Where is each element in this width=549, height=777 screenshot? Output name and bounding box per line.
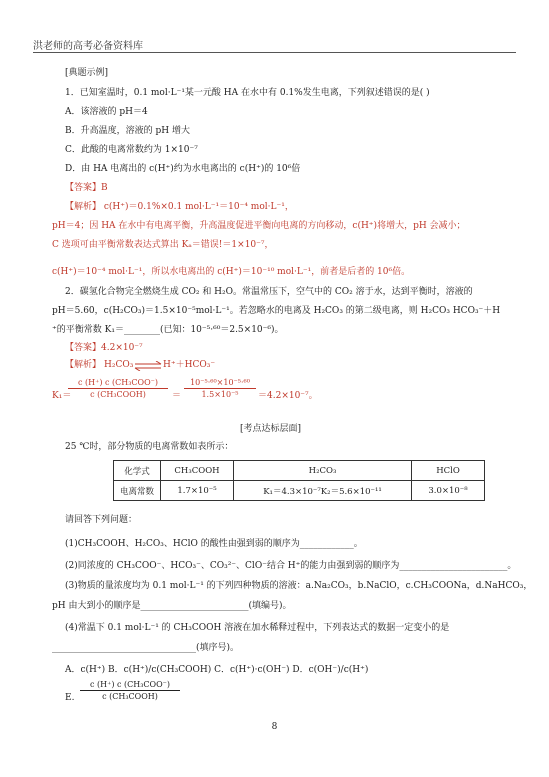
document-page: 洪老师的高考必备资料库 [典题示例] 1．已知室温时，0.1 mol·L⁻¹某一元酸 HA 在水中有 0.1%发生电离，下列叙述错误的是( ) A．该溶液的 pH＝4 B．升高温度，溶液的 pH 增大 C．此酸的电离常数约为 1×10⁻⁷ D．由 HA 电离出的 c(H⁺)约为水电离出的 c(H⁺)的 10⁶倍 【答案】B 【解析】 c(H⁺)＝0.1%×0.1 mol·L⁻¹＝10⁻⁴ mol·L⁻¹， pH＝4；因 HA 在水中有电离平衡，升高温度促进平衡向电离的方向移动，c(H⁺)将增大，pH 会减小； C 选项可由平衡常数表达式算出 Kₐ＝错误!＝1×10⁻⁷， c(H⁺)＝10⁻⁴ mol·L⁻¹，所以水电离出的 c(H⁺)＝10⁻¹⁰ mol·L⁻¹，前者是后者的 10⁶倍。 2．碳氢化合物完全燃烧生成 CO₂ 和 H₂O。常温常压下，空气中的 CO₂ 溶于水，达到平衡时，溶液的 pH＝5.60，c(H₂CO₃)＝1.5×10⁻⁵mol·L⁻¹。若忽略水的电离及 H₂CO₃ 的第二级电离，则 H₂CO₃ HCO₃⁻＋H ⁺的平衡常数 K₁＝________(已知：10⁻⁵·⁶⁰＝2.5×10⁻⁶)。 【答案】4.2×10⁻⁷ 【解析】 H₂CO₃ H⁺＋HCO₃⁻ K₁＝ c (H⁺) c (CH₃COO⁻) c (CH₃COOH) ＝ 10⁻⁵·⁶⁰×10⁻⁵·⁶⁰ 1.5×10⁻⁵ ＝4.2×10⁻⁷。 [考点达标层面] 25 ℃时，部分物质的电离常数如表所示： 化学式 CH₃COOH H₂CO₃ HClO 电离常数 1.7×10⁻⁵ K₁＝4.3×10⁻⁷K₂＝5.6×10⁻¹¹ 3.0×10⁻⁸ 请回答下列问题： (1)CH₃COOH、H₂CO₃、HClO 的酸性由强到弱的顺序为____________。 (2)同浓度的 CH₃COO⁻、HCO₃⁻、CO₃²⁻、ClO⁻结合 H⁺的能力由强到弱的顺序为________________________。 (3)物质的量浓度均为 0.1 mol·L⁻¹ 的下列四种物质的溶液：a.Na₂CO₃，b.NaClO，c.CH₃COONa，d.NaHCO₃， pH 由大到小的顺序是________________________(填编号)。 (4)常温下 0.1 mol·L⁻¹ 的 CH₃COOH 溶液在加水稀释过程中，下列表达式的数据一定变小的是 ________________________________(填序号)。 A．c(H⁺) B．c(H⁺)/c(CH₃COOH) C．c(H⁺)·c(OH⁻) D．c(OH⁻)/c(H⁺) E. c (H⁺) c (CH₃COO⁻) c (CH₃COOH) 8 (0, 0, 549, 777)
q1-stem: 1．已知室温时，0.1 mol·L⁻¹某一元酸 HA 在水中有 0.1%发生电离，下列叙述错误的是( ) (65, 88, 430, 98)
option-e-denominator: c (CH₃COOH) (102, 692, 158, 701)
q2-answer: 【答案】4.2×10⁻⁷ (65, 343, 143, 353)
question-4-line-1: (4)常温下 0.1 mol·L⁻¹ 的 CH₃COOH 溶液在加水稀释过程中，下列表达式的数据一定变小的是 (65, 623, 450, 633)
equilibrium-arrow-icon (134, 361, 162, 371)
k1-frac1-numerator: c (H⁺) c (CH₃COO⁻) (77, 378, 159, 387)
table-header-row (114, 461, 485, 481)
table-header-cell: H₂CO₃ (234, 461, 412, 481)
q2-line-3: ⁺的平衡常数 K₁＝________(已知：10⁻⁵·⁶⁰＝2.5×10⁻⁶)。 (52, 325, 284, 335)
table-cell: 3.0×10⁻⁸ (412, 481, 485, 501)
q1-option-a: A．该溶液的 pH＝4 (65, 107, 148, 117)
k1-fraction-2 (184, 378, 256, 399)
question-4-line-2: ________________________________(填序号)。 (52, 643, 240, 653)
option-e-fraction (80, 680, 180, 701)
question-2: (2)同浓度的 CH₃COO⁻、HCO₃⁻、CO₃²⁻、ClO⁻结合 H⁺的能力由强到弱的顺序为________________________。 (65, 561, 517, 571)
q1-answer: 【答案】B (65, 183, 108, 193)
table-header-cell: CH₃COOH (161, 461, 234, 481)
k1-frac1-denominator: c (CH₃COOH) (90, 390, 146, 399)
k1-fraction-1 (68, 378, 168, 399)
table-header-cell: 化学式 (114, 461, 161, 481)
table-cell: K₁＝4.3×10⁻⁷K₂＝5.6×10⁻¹¹ (234, 481, 412, 501)
k1-label: K₁＝ (52, 391, 72, 401)
q1-option-c: C．此酸的电离常数约为 1×10⁻⁷ (65, 145, 198, 155)
table-row (114, 481, 485, 501)
q2-eq-left: H₂CO₃ (104, 360, 134, 370)
ionization-constant-table (113, 460, 485, 501)
question-3-line-2: pH 由大到小的顺序是________________________(填编号)。 (52, 601, 292, 611)
q1-analysis-2: pH＝4；因 HA 在水中有电离平衡，升高温度促进平衡向电离的方向移动，c(H⁺)将增大，pH 会减小； (52, 221, 466, 231)
q1-option-b: B．升高温度，溶液的 pH 增大 (65, 126, 190, 136)
k1-frac2-numerator: 10⁻⁵·⁶⁰×10⁻⁵·⁶⁰ (190, 378, 250, 387)
header-divider (33, 52, 516, 53)
q1-option-d: D．由 HA 电离出的 c(H⁺)约为水电离出的 c(H⁺)的 10⁶倍 (65, 164, 301, 174)
section-heading: [考点达标层面] (240, 424, 302, 434)
option-e-numerator: c (H⁺) c (CH₃COO⁻) (89, 680, 171, 689)
question-3-line-1: (3)物质的量浓度均为 0.1 mol·L⁻¹ 的下列四种物质的溶液：a.Na₂CO₃，b.NaClO，c.CH₃COONa，d.NaHCO₃， (65, 581, 533, 591)
q2-line-1: 2．碳氢化合物完全燃烧生成 CO₂ 和 H₂O。常温常压下，空气中的 CO₂ 溶于水，达到平衡时，溶液的 (65, 287, 473, 297)
header-title: 洪老师的高考必备资料库 (33, 41, 143, 52)
k1-frac2-denominator: 1.5×10⁻⁵ (201, 390, 239, 399)
q2-line-2: pH＝5.60，c(H₂CO₃)＝1.5×10⁻⁵mol·L⁻¹。若忽略水的电离及 H₂CO₃ 的第二级电离，则 H₂CO₃ HCO₃⁻＋H (52, 306, 501, 316)
question-4-options: A．c(H⁺) B．c(H⁺)/c(CH₃COOH) C．c(H⁺)·c(OH⁻) D．c(OH⁻)/c(H⁺) (65, 665, 369, 675)
question-1: (1)CH₃COOH、H₂CO₃、HClO 的酸性由强到弱的顺序为____________。 (65, 539, 363, 549)
q1-analysis-4: c(H⁺)＝10⁻⁴ mol·L⁻¹，所以水电离出的 c(H⁺)＝10⁻¹⁰ mol·L⁻¹，前者是后者的 10⁶倍。 (52, 267, 411, 277)
option-e-label: E. (65, 693, 75, 703)
q1-analysis-3: C 选项可由平衡常数表达式算出 Kₐ＝错误!＝1×10⁻⁷， (52, 240, 274, 250)
table-header-cell: HClO (412, 461, 485, 481)
example-heading: [典题示例] (65, 68, 109, 78)
q1-analysis-1: 【解析】 c(H⁺)＝0.1%×0.1 mol·L⁻¹＝10⁻⁴ mol·L⁻¹， (65, 202, 294, 212)
q2-analysis-label: 【解析】 (65, 360, 102, 370)
page-number: 8 (271, 722, 278, 732)
table-cell: 1.7×10⁻⁵ (161, 481, 234, 501)
q2-eq-right: H⁺＋HCO₃⁻ (163, 360, 216, 370)
questions-intro: 请回答下列问题： (65, 515, 138, 525)
k1-result: ＝4.2×10⁻⁷。 (258, 391, 318, 401)
table-intro: 25 ℃时，部分物质的电离常数如表所示： (65, 442, 234, 452)
table-cell: 电离常数 (114, 481, 161, 501)
